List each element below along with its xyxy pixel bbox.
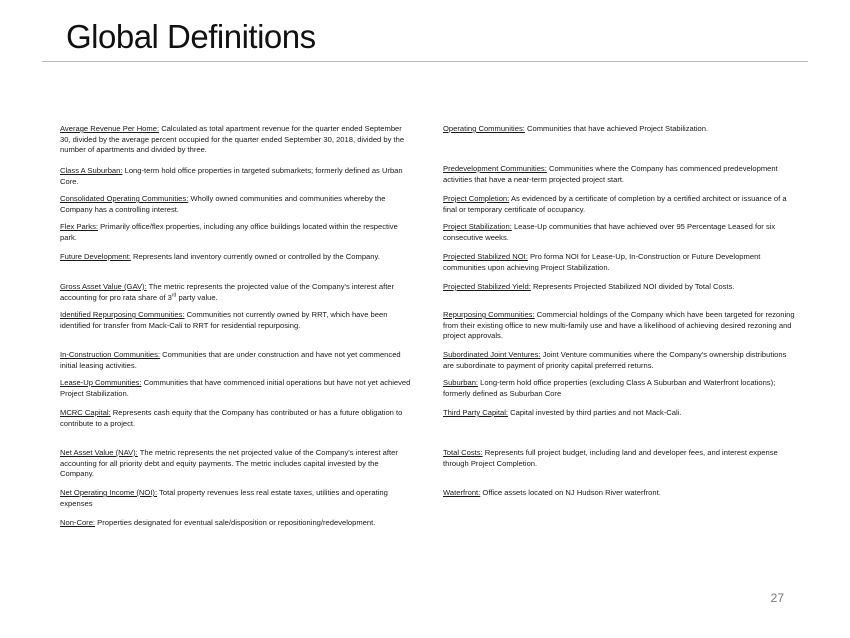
definition-term: Projected Stabilized Yield: bbox=[443, 282, 531, 291]
definition-entry bbox=[443, 350, 795, 371]
definition-entry bbox=[60, 282, 412, 303]
definition-text: Office assets located on NJ Hudson River waterfront. bbox=[482, 488, 661, 497]
definition-text: Represents full project budget, including land and developer fees, and interest expense through Project Completion. bbox=[443, 448, 778, 468]
definition-entry bbox=[60, 350, 412, 371]
definition-text: Properties designated for eventual sale/disposition or repositioning/redevelopment. bbox=[97, 518, 376, 527]
definition-text: Communities that have commenced initial operations but have not yet achieved Project Stabilization. bbox=[60, 378, 411, 398]
definition-text: Pro forma NOI for Lease-Up, In-Construction or Future Development communities upon achieving Project Stabilization. bbox=[443, 252, 761, 272]
definition-text: Wholly owned communities and communities whereby the Company has a controlling interest. bbox=[60, 194, 386, 214]
definition-text-tail: party value. bbox=[176, 292, 218, 302]
definition-entry bbox=[60, 518, 412, 529]
definition-text: Represents land inventory currently owned or controlled by the Company. bbox=[133, 252, 380, 261]
definition-term: Flex Parks: bbox=[60, 222, 98, 231]
definition-entry bbox=[443, 164, 795, 185]
definition-entry bbox=[443, 408, 795, 419]
page-title: Global Definitions bbox=[66, 18, 316, 55]
definition-term: Project Stabilization: bbox=[443, 222, 512, 231]
definition-text: Joint Venture communities where the Company's ownership distributions are subordinate to payment of priority capital preferred returns. bbox=[443, 350, 787, 370]
definition-term: Repurposing Communities: bbox=[443, 310, 535, 319]
definition-text: Communities not currently owned by RRT, which have been identified for transfer from Mack-Cali to RRT for residential repurposing. bbox=[60, 310, 388, 330]
definition-text: Total property revenues less real estate taxes, utilities and operating expenses bbox=[60, 488, 388, 508]
definition-text: Long-term hold office properties (excluding Class A Suburban and Waterfront locations); formerly defined as Suburban Core bbox=[443, 378, 776, 398]
definition-entry bbox=[60, 310, 412, 331]
definition-text: Communities where the Company has commenced predevelopment activities that have a near-term projected project start. bbox=[443, 164, 778, 184]
superscript: rd bbox=[171, 292, 177, 299]
definition-text: Calculated as total apartment revenue for the quarter ended September 30, divided by the average percent occupied for the quarter ended September 30, 2018, divided by the number of apartments and divided by three. bbox=[60, 124, 405, 155]
definition-term: MCRC Capital: bbox=[60, 408, 111, 417]
definition-text: Primarily office/flex properties, including any office buildings located within the respective park. bbox=[60, 222, 398, 242]
title-divider bbox=[42, 61, 808, 62]
definition-term: Non-Core: bbox=[60, 518, 96, 527]
definition-term: Lease-Up Communities: bbox=[60, 378, 142, 387]
definition-entry bbox=[60, 194, 412, 215]
definition-term: Net Asset Value (NAV): bbox=[60, 448, 138, 457]
definition-entry bbox=[60, 166, 412, 187]
definition-text: Long-term hold office properties in targeted submarkets; formerly defined as Urban Core. bbox=[60, 166, 403, 186]
definition-text: Communities that are under construction and have not yet commenced initial leasing activities. bbox=[60, 350, 401, 370]
definition-text: Represents Projected Stabilized NOI divided by Total Costs. bbox=[532, 282, 735, 291]
definition-entry bbox=[60, 124, 412, 156]
definition-term: Identified Repurposing Communities: bbox=[60, 310, 185, 319]
definition-entry bbox=[443, 124, 795, 135]
definition-term: Gross Asset Value (GAV): bbox=[60, 282, 147, 291]
definition-entry bbox=[443, 282, 795, 293]
definition-term: Waterfront: bbox=[443, 488, 481, 497]
definition-term: Project Completion: bbox=[443, 194, 510, 203]
definition-term: Subordinated Joint Ventures: bbox=[443, 350, 541, 359]
definition-text: The metric represents the net projected value of the Company's interest after accounting for all priority debt and equity payments. The metric includes capital invested by the Company. bbox=[60, 448, 398, 479]
definition-term: Future Development: bbox=[60, 252, 131, 261]
definition-entry bbox=[60, 408, 412, 429]
definition-text: Capital invested by third parties and not Mack-Cali. bbox=[510, 408, 682, 417]
definition-entry bbox=[60, 448, 412, 480]
definition-term: Total Costs: bbox=[443, 448, 483, 457]
definition-entry bbox=[443, 194, 795, 215]
definition-entry bbox=[60, 378, 412, 399]
page-number: 27 bbox=[770, 591, 784, 605]
definition-text: As evidenced by a certificate of completion by a certified architect or issuance of a final or temporary certificate of occupancy. bbox=[443, 194, 787, 214]
definition-term: Operating Communities: bbox=[443, 124, 525, 133]
definition-entry bbox=[443, 488, 795, 499]
definition-entry bbox=[443, 310, 795, 342]
definition-entry bbox=[60, 222, 412, 243]
definition-text: The metric represents the projected value of the Company's interest after accounting for pro rata share of 3 bbox=[60, 282, 395, 302]
definition-term: In-Construction Communities: bbox=[60, 350, 161, 359]
definition-text: Represents cash equity that the Company has contributed or has a future obligation to contribute to a project. bbox=[60, 408, 403, 428]
definition-entry bbox=[443, 448, 795, 469]
definition-text: Lease-Up communities that have achieved over 95 Percentage Leased for six consecutive weeks. bbox=[443, 222, 776, 242]
definition-term: Suburban: bbox=[443, 378, 479, 387]
definition-entry bbox=[60, 252, 412, 263]
definition-term: Projected Stabilized NOI: bbox=[443, 252, 528, 261]
definition-entry bbox=[443, 252, 795, 273]
definition-term: Class A Suburban: bbox=[60, 166, 123, 175]
definition-term: Average Revenue Per Home: bbox=[60, 124, 160, 133]
definition-term: Net Operating Income (NOI): bbox=[60, 488, 158, 497]
definition-text: Communities that have achieved Project Stabilization. bbox=[527, 124, 709, 133]
definition-text: Commercial holdings of the Company which have been targeted for rezoning from their existing office to new multi-family use and have a likelihood of achieving desired rezoning and project approvals. bbox=[443, 310, 795, 341]
definition-entry bbox=[60, 488, 412, 509]
definition-entry bbox=[443, 378, 795, 399]
definition-term: Predevelopment Communities: bbox=[443, 164, 547, 173]
definition-term: Third Party Capital: bbox=[443, 408, 508, 417]
definition-entry bbox=[443, 222, 795, 243]
definition-term: Consolidated Operating Communities: bbox=[60, 194, 189, 203]
